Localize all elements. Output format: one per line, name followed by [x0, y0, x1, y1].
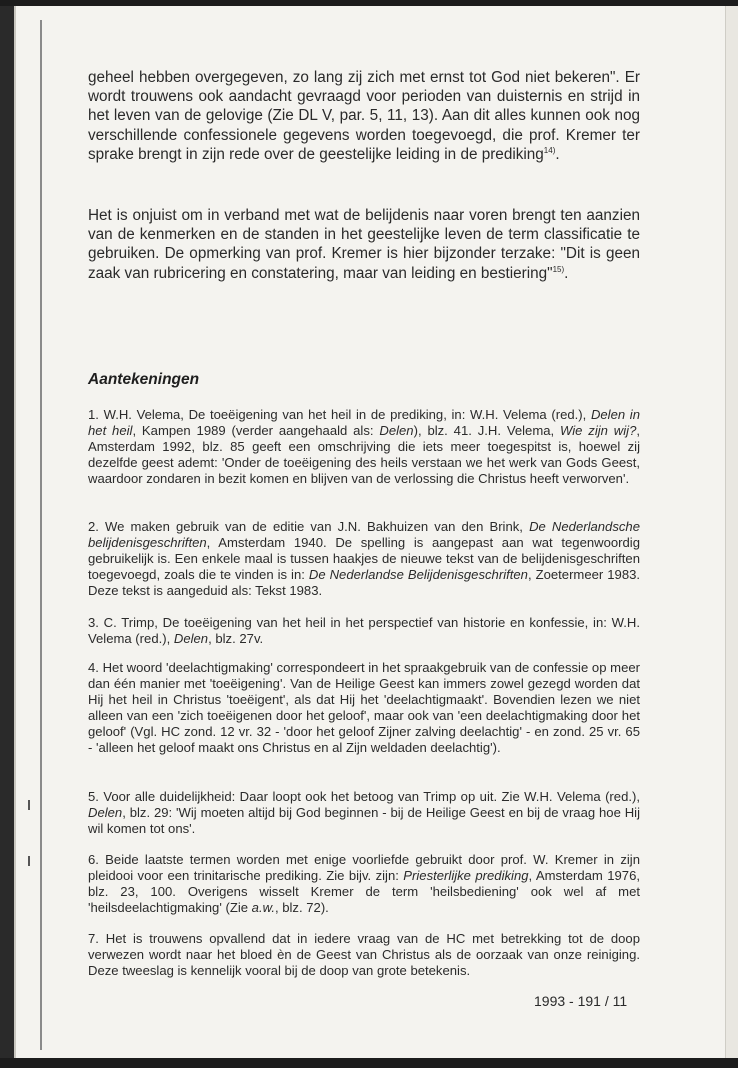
note-2: 2. We maken gebruik van de editie van J.N. Bakhuizen van den Brink, De Nederlandsche belijdenisgeschriften, Amsterdam 1940. De spelling is aangepast aan wat tegenwoordig gebruikelijk is. Een enkele maal is tussen haakjes de nieuwe tekst van de belijdenisgeschriften toegevoegd, zoals die te vinden is in: De Nederlandse Belijdenisgeschriften, Zoetermeer 1983. Deze tekst is aangeduid als: Tekst 1983. — [88, 519, 641, 598]
scan-bottom-border — [0, 1058, 738, 1068]
note-5: 5. Voor alle duidelijkheid: Daar loopt ook het betoog van Trimp op uit. Zie W.H. Velema (red.), Delen, blz. 29: 'Wij moeten altijd bij God beginnen - bij de Heilige Geest en bij de vraag hoe Hij wil komen tot ons'. — [88, 789, 640, 836]
margin-mark — [28, 856, 30, 866]
note-7: 7. Het is trouwens opvallend dat in iedere vraag van de HC met betrekking tot de doop verwezen wordt naar het bloed èn de Geest van Christus als de oorzaak van onze reiniging. Deze tweeslag is kennelijk vooral bij de doop van grote betekenis. — [88, 931, 640, 978]
margin-mark — [28, 800, 30, 810]
note-6: 6. Beide laatste termen worden met enige voorliefde gebruikt door prof. W. Kremer in zijn pleidooi voor een trinitarische prediking. Zie bijv. zijn: Priesterlijke prediking, Amsterdam 1976, blz. 23, 100. Overigens wisselt Kremer de term 'heilsbediening' ook wel af met 'heilsdeelachtigmaking' (Zie a.w., blz. 72). — [88, 852, 640, 915]
note-4: 4. Het woord 'deelachtigmaking' correspondeert in het spraakgebruik van de confessie op meer dan één manier met 'toeëigening'. Van de Heilige Geest kan immers zowel gezegd worden dat Hij het heil in Christus 'toeëigent', als dat Hij het 'deelachtigmaakt'. Bovendien lezen we niet alleen van een 'zich toeëigenen door het geloof', maar ook van 'een deelachtigmaking door het geloof' (Vgl. HC zond. 12 vr. 32 - 'door het geloof Zijner zalving deelachtig' - en zond. 25 vr. 65 - 'alleen het geloof maakt ons Christus en al Zijn weldaden deelachtig'). — [88, 660, 640, 755]
note-1: 1. W.H. Velema, De toeëigening van het heil in de prediking, in: W.H. Velema (red.), Delen in het heil, Kampen 1989 (verder aangehaald als: Delen), blz. 41. J.H. Velema, Wie zijn wij?, Amsterdam 1992, blz. 85 geeft een omschrijving die iets meer toegespitst is, hoewel zij dezelfde geest ademt: 'Onder de toeëigening des heils verstaan we het werk van Gods Geest, waardoor zondaren in bezit komen en blijven van de verlossing die Christus heeft verworven'. — [88, 407, 640, 486]
page-folio: 1993 - 191 / 11 — [534, 993, 628, 1009]
page-edge — [726, 6, 738, 1058]
note-3: 3. C. Trimp, De toeëigening van het heil in het perspectief van historie en konfessie, in: W.H. Velema (red.), Delen, blz. 27v. — [88, 615, 640, 646]
binding-line — [40, 20, 42, 1050]
body-paragraph-1: geheel hebben overgegeven, zo lang zij zich met ernst tot God niet bekeren". Er wordt trouwens ook aandacht gevraagd voor perioden van duisternis en strijd in het leven van de gelovige (Zie DL V, par. 5, 11, 13). Aan dit alles kunnen ook nog verschillende confessionele gegevens worden toegevoegd, die prof. Kremer ter sprake brengt in zijn rede over de geestelijke leiding in de prediking$^{14)}$. — [88, 69, 640, 163]
footnote-ref-15: 15) — [552, 264, 565, 274]
body-paragraph-2: Het is onjuist om in verband met wat de belijdenis naar voren brengt ten aanzien van de kenmerken en de standen in het geestelijke leven de term classificatie te gebruiken. De opmerking van prof. Kremer is hier bijzonder terzake: "Dit is geen zaak van rubricering en constatering, maar van leiding en bestiering"$^{15)}$. — [88, 207, 640, 282]
notes-heading: Aantekeningen — [88, 371, 200, 388]
footnote-ref-14: 14) — [543, 145, 556, 155]
